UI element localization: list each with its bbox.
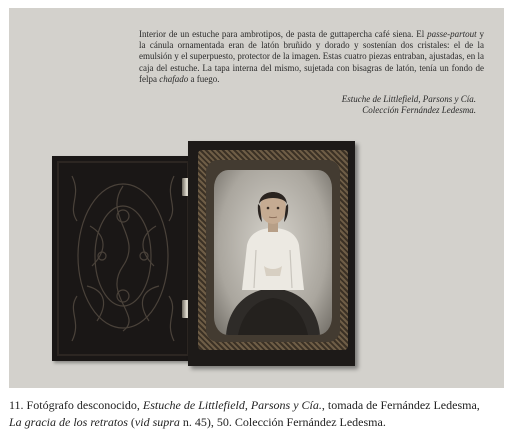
floral-velvet-pattern <box>52 156 194 361</box>
plate-text-run: Interior de un estuche para ambrotipos, de pasta de guttapercha café siena. El <box>139 29 425 39</box>
plate-text-italic: chafado <box>159 73 189 84</box>
ambrotype-portrait <box>214 170 332 335</box>
plate-description <box>139 29 484 85</box>
case-lid-interior <box>52 156 194 361</box>
caption-text: , tomada de Fernández Ledesma, <box>321 398 480 412</box>
caption-italic: vid supra <box>134 415 180 429</box>
plate-text-italic: passe-partout <box>427 29 477 39</box>
plate-text-run: y la cánula ornamentada eran de latón bruñido y dorado y sostenían dos cristales: el de la emulsión y el superpuesto, protector de la imagen. Estas cuatro piezas entraban, ajustadas, en la caja del estuche. La tapa interna del mismo, sujetada con bisagras de latón, tenía un fondo de felpa <box>139 29 485 84</box>
caption-text: 11. Fotógrafo desconocido, <box>9 398 143 412</box>
caption-italic: La gracia de los retratos <box>9 415 128 429</box>
portrait-figure <box>214 170 332 335</box>
caption-text: ( <box>127 415 135 429</box>
caption-italic: Estuche de Littlefield, Parsons y Cía. <box>142 398 322 412</box>
caption-text: n. 45), 50. Colección Fernández Ledesma. <box>179 415 386 429</box>
figure-caption <box>9 397 505 431</box>
plate-credit <box>342 94 476 116</box>
credit-line: Colección Fernández Ledesma. <box>362 105 476 115</box>
plate-text-run: a fuego. <box>190 73 220 84</box>
credit-line: Estuche de Littlefield, Parsons y Cía. <box>341 94 476 104</box>
